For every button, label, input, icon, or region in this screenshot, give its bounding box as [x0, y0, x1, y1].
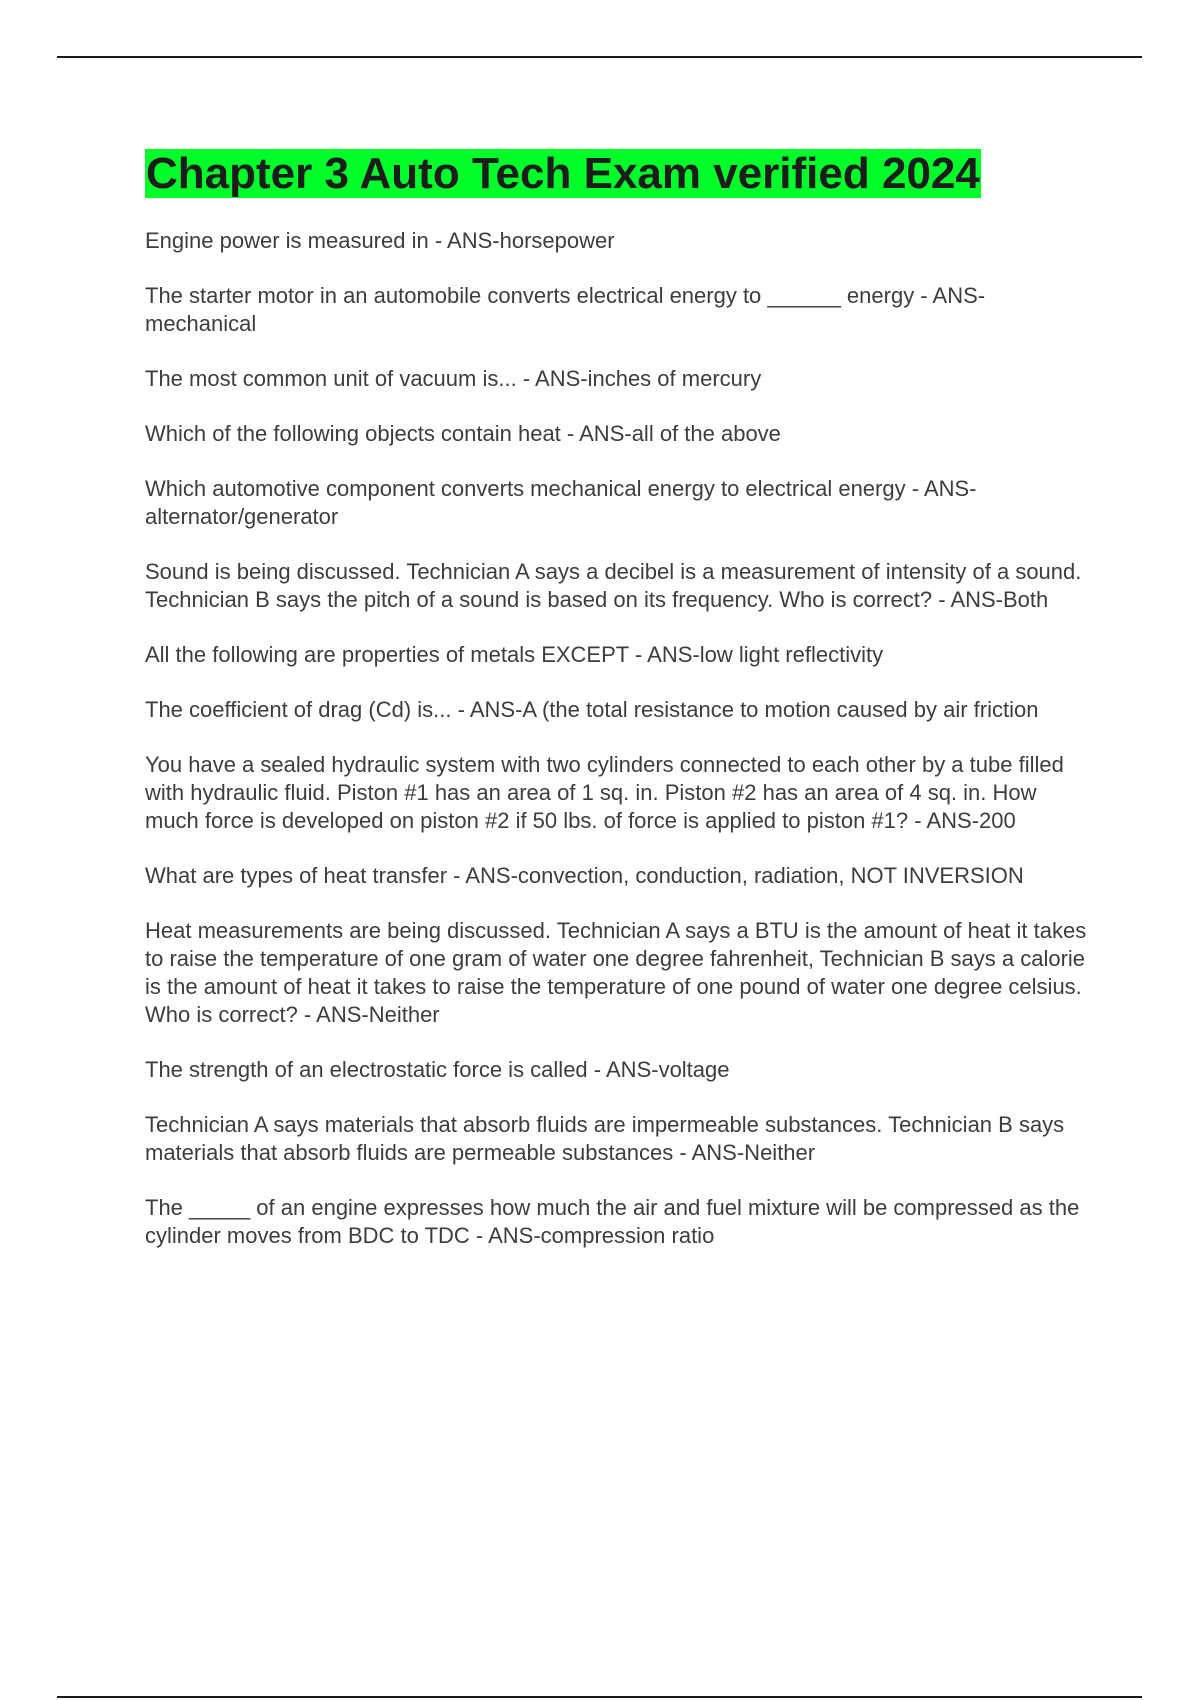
qa-item: What are types of heat transfer - ANS-convection, conduction, radiation, NOT INVERSION — [145, 863, 1024, 888]
qa-item: The strength of an electrostatic force is called - ANS-voltage — [145, 1057, 730, 1082]
qa-item: The most common unit of vacuum is... - ANS-inches of mercury — [145, 366, 762, 391]
qa-item: The coefficient of drag (Cd) is... - ANS-A (the total resistance to motion caused by air friction — [145, 697, 1039, 722]
qa-item: Sound is being discussed. Technician A says a decibel is a measurement of intensity of a sound. Technician B says the pitch of a sound is based on its frequency. Who is correct? - ANS-Both — [145, 559, 1082, 612]
qa-item: Technician A says materials that absorb fluids are impermeable substances. Technician B says materials that absorb fluids are permeable substances - ANS-Neither — [145, 1112, 1065, 1165]
bottom-rule — [57, 1696, 1142, 1698]
qa-item: Heat measurements are being discussed. Technician A says a BTU is the amount of heat it takes to raise the temperature of one gram of water one degree fahrenheit, Technician B says a calorie is the amount of heat it takes to raise the temperature of one pound of water one degree celsius. Who is correct? - ANS-Neither — [145, 918, 1087, 1027]
top-rule — [57, 56, 1142, 58]
title-highlight: Chapter 3 Auto Tech Exam verified 2024 — [146, 149, 980, 198]
qa-item: Engine power is measured in - ANS-horsepower — [145, 228, 615, 253]
qa-item: Which automotive component converts mechanical energy to electrical energy - ANS-alternator/generator — [145, 476, 977, 529]
qa-item: All the following are properties of metals EXCEPT - ANS-low light reflectivity — [145, 642, 884, 667]
qa-item: You have a sealed hydraulic system with two cylinders connected to each other by a tube filled with hydraulic fluid. Piston #1 has an area of 1 sq. in. Piston #2 has an area of 4 sq. in. How much force is developed on piston #2 if 50 lbs. of force is applied to piston #1? - ANS-200 — [145, 752, 1064, 833]
qa-item: Which of the following objects contain heat - ANS-all of the above — [145, 421, 781, 446]
qa-item: The starter motor in an automobile converts electrical energy to ______ energy - ANS-mechanical — [145, 283, 986, 336]
page-title — [145, 146, 981, 202]
qa-item: The _____ of an engine expresses how much the air and fuel mixture will be compressed as the cylinder moves from BDC to TDC - ANS-compression ratio — [145, 1195, 1080, 1248]
qa-list — [145, 227, 1090, 1277]
